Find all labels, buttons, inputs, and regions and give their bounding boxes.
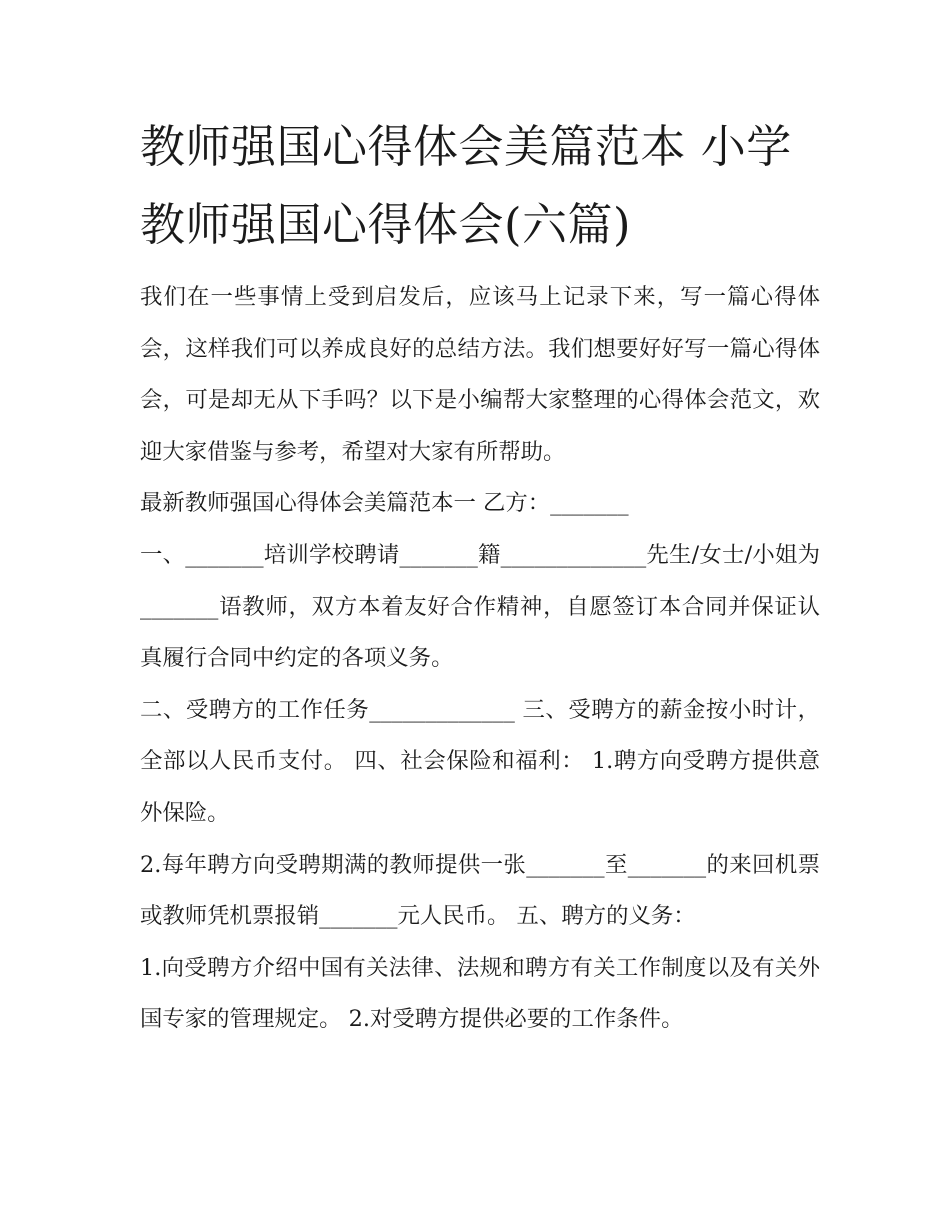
document-body <box>140 272 820 1046</box>
paragraph-section-heading: 最新教师强国心得体会美篇范本一 乙方：_______ <box>140 490 629 517</box>
paragraph-clause-1: 一、_______培训学校聘请_______籍_____________先生/女士/小姐为_______语教师，双方本着友好合作精神，自愿签订本合同并保证认真履行合同中约定的各项义务。 <box>140 541 820 672</box>
document-page <box>140 108 820 1046</box>
paragraph-clause-4-5: 2.每年聘方向受聘期满的教师提供一张_______至_______的来回机票或教师凭机票报销_______元人民币。 五、聘方的义务： <box>140 851 820 930</box>
paragraph-intro: 我们在一些事情上受到启发后，应该马上记录下来，写一篇心得体会，这样我们可以养成良好的总结方法。我们想要好好写一篇心得体会，可是却无从下手吗？以下是小编帮大家整理的心得体会范文，欢迎大家借鉴与参考，希望对大家有所帮助。 <box>140 284 820 465</box>
document-title: 教师强国心得体会美篇范本 小学教师强国心得体会(六篇) <box>140 120 792 251</box>
paragraph-clause-5-items: 1.向受聘方介绍中国有关法律、法规和聘方有关工作制度以及有关外国专家的管理规定。 2.对受聘方提供必要的工作条件。 <box>140 954 820 1033</box>
paragraph-clause-2-4: 二、受聘方的工作任务_____________ 三、受聘方的薪金按小时计，全部以人民币支付。 四、社会保险和福利： 1.聘方向受聘方提供意外保险。 <box>140 696 820 826</box>
